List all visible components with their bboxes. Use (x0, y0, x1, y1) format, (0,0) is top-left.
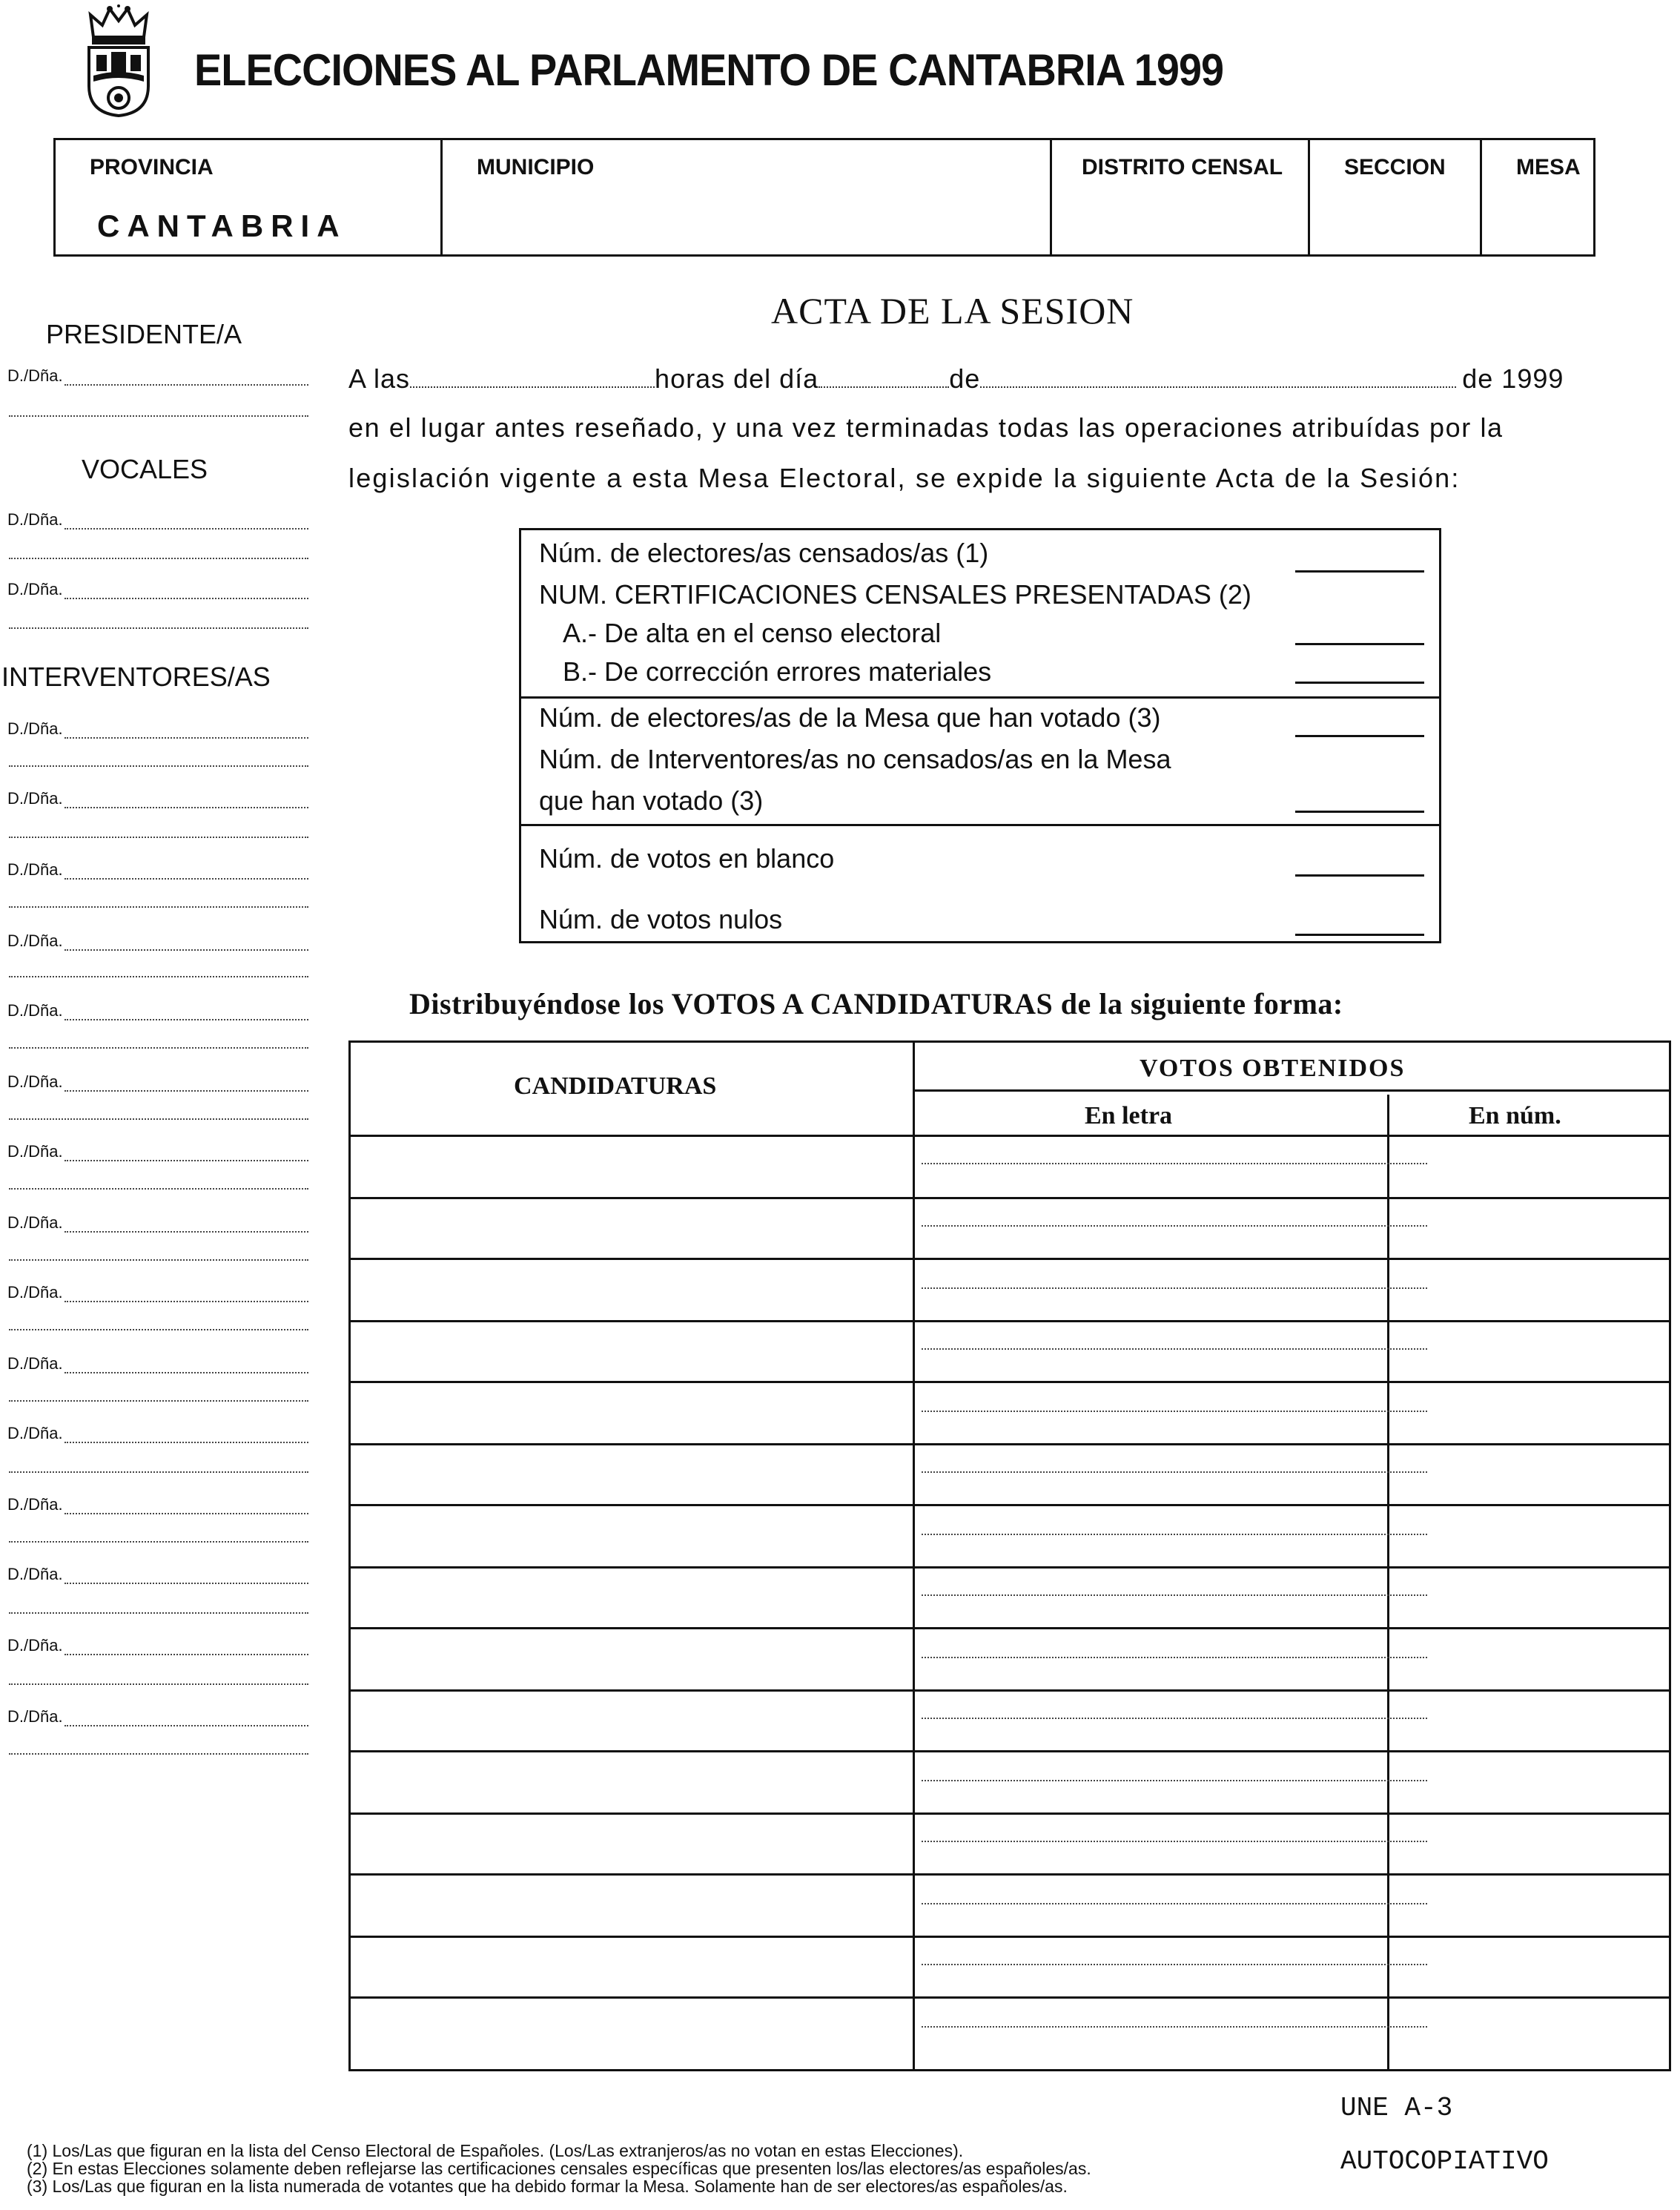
dotted-line (922, 1594, 1427, 1596)
distribution-heading: Distribuyéndose los VOTOS A CANDIDATURAS de la siguiente forma: (409, 987, 1343, 1020)
seccion-cell[interactable] (1310, 140, 1482, 254)
dona-prefix: D./Dña. (7, 580, 63, 598)
votos-obtenidos-header: VOTOS OBTENIDOS (1140, 1055, 1406, 1082)
votado-label: Núm. de electores/as de la Mesa que han votado (3) (539, 702, 1161, 733)
certificaciones-label: NUM. CERTIFICACIONES CENSALES PRESENTADAS (2) (539, 579, 1251, 610)
dotted-line (9, 765, 308, 767)
signature-row[interactable] (7, 1636, 308, 1655)
dona-prefix: D./Dña. (7, 1636, 63, 1655)
dia-field[interactable] (818, 386, 949, 388)
table-row[interactable] (351, 1320, 1669, 1322)
signature-row[interactable] (7, 719, 308, 739)
dotted-line (922, 1348, 1427, 1350)
signature-row[interactable] (7, 1283, 308, 1302)
acta-line-2: en el lugar antes reseñado, y una vez terminadas todas las operaciones atribuídas por la (348, 412, 1504, 443)
acta-a-las: A las (348, 363, 411, 394)
dotted-line (922, 1411, 1427, 1412)
signature-row[interactable] (7, 1001, 308, 1020)
dona-prefix: D./Dña. (7, 931, 63, 950)
dona-prefix: D./Dña. (7, 860, 63, 879)
signature-row[interactable] (7, 1142, 308, 1161)
dotted-line (9, 1753, 308, 1755)
dotted-line (922, 1780, 1427, 1781)
dotted-line (9, 1047, 308, 1049)
acta-title: ACTA DE LA SESION (771, 290, 1134, 332)
signature-row[interactable] (7, 860, 308, 880)
table-row[interactable] (351, 1443, 1669, 1445)
dotted-line (9, 1471, 308, 1473)
dotted-line (9, 1259, 308, 1261)
une-label: UNE A-3 (1340, 2093, 1453, 2123)
votado-blank[interactable] (1295, 735, 1424, 737)
table-row[interactable] (351, 1873, 1669, 1876)
municipio-label: MUNICIPIO (477, 155, 595, 179)
footnote-1: (1) Los/Las que figuran en la lista del Censo Electoral de Españoles. (Los/Las extranjeros/as no votan en estas Elecciones). (27, 2141, 964, 2160)
distrito-label: DISTRITO CENSAL (1082, 155, 1283, 179)
table-row[interactable] (351, 1996, 1669, 1999)
dona-prefix: D./Dña. (7, 1495, 63, 1514)
nulos-blank[interactable] (1295, 934, 1424, 936)
dona-prefix: D./Dña. (7, 1072, 63, 1091)
dona-prefix: D./Dña. (7, 1001, 63, 1020)
dotted-line (9, 1541, 308, 1543)
dotted-line (9, 837, 308, 838)
signature-row[interactable] (7, 1213, 308, 1233)
table-row[interactable] (351, 1750, 1669, 1752)
footnote-2: (2) En estas Elecciones solamente deben reflejarse las certificaciones censales específicas que presenten los/las electores/as españoles/as. (27, 2159, 1091, 2178)
dona-prefix: D./Dña. (7, 1565, 63, 1583)
dona-prefix: D./Dña. (7, 1142, 63, 1161)
footnote-3: (3) Los/Las que figuran en la lista numerada de votantes que ha debido formar la Mesa. Solamente han de ser electores/as españoles/as. (27, 2177, 1068, 2196)
dona-prefix: D./Dña. (7, 1707, 63, 1726)
alta-label: A.- De alta en el censo electoral (563, 618, 942, 648)
distrito-cell[interactable] (1052, 140, 1310, 254)
interventores-heading: INTERVENTORES/AS (1, 662, 271, 692)
table-row[interactable] (351, 1381, 1669, 1383)
dotted-line (922, 1287, 1427, 1289)
table-row[interactable] (351, 1197, 1669, 1199)
hora-field[interactable] (410, 386, 655, 388)
signature-row[interactable] (7, 931, 308, 951)
table-row[interactable] (351, 1689, 1669, 1692)
stats-separator (521, 824, 1439, 826)
signature-row[interactable] (7, 366, 308, 386)
en-letra-header: En letra (1085, 1102, 1173, 1129)
nulos-label: Núm. de votos nulos (539, 904, 783, 934)
votes-table (348, 1040, 1671, 2071)
mesa-cell[interactable] (1482, 140, 1593, 254)
table-row[interactable] (351, 1627, 1669, 1629)
dotted-line (922, 2026, 1427, 2028)
signature-row[interactable] (7, 1354, 308, 1373)
signature-row[interactable] (7, 580, 308, 599)
dotted-line (9, 415, 308, 417)
acta-de: de (949, 363, 981, 394)
signature-row[interactable] (7, 1565, 308, 1584)
censados-blank[interactable] (1295, 570, 1424, 573)
mesa-label: MESA (1516, 155, 1581, 179)
signature-row[interactable] (7, 510, 308, 530)
interventores-label-2: que han votado (3) (539, 785, 764, 816)
dotted-line (922, 1964, 1427, 1965)
dotted-line (9, 1118, 308, 1120)
stats-box (519, 528, 1441, 943)
acta-year: de 1999 (1462, 363, 1564, 394)
dona-prefix: D./Dña. (7, 1213, 63, 1232)
seccion-label: SECCION (1344, 155, 1446, 179)
alta-blank[interactable] (1295, 643, 1424, 645)
correccion-blank[interactable] (1295, 682, 1424, 684)
dotted-line (9, 1188, 308, 1190)
dotted-line (922, 1471, 1427, 1473)
dona-prefix: D./Dña. (7, 1354, 63, 1373)
dotted-line (9, 558, 308, 559)
signature-row[interactable] (7, 1424, 308, 1443)
signature-row[interactable] (7, 789, 308, 808)
dotted-line (9, 1329, 308, 1330)
en-num-header: En núm. (1469, 1102, 1561, 1129)
coat-of-arms-logo (83, 4, 154, 117)
location-table (53, 138, 1595, 257)
blanco-label: Núm. de votos en blanco (539, 843, 835, 874)
dotted-line (922, 1225, 1427, 1227)
provincia-cell (56, 140, 443, 254)
censados-label: Núm. de electores/as censados/as (1) (539, 538, 989, 568)
dona-prefix: D./Dña. (7, 1283, 63, 1302)
candidaturas-header: CANDIDATURAS (514, 1072, 717, 1100)
acta-horas-del-dia: horas del día (655, 363, 819, 394)
interventores-blank[interactable] (1295, 811, 1424, 813)
table-row[interactable] (351, 1936, 1669, 1938)
provincia-label: PROVINCIA (90, 155, 214, 179)
page-title: ELECCIONES AL PARLAMENTO DE CANTABRIA 1999 (194, 45, 1224, 95)
dotted-line (922, 1841, 1427, 1842)
dona-prefix: D./Dña. (7, 510, 63, 529)
signature-row[interactable] (7, 1495, 308, 1514)
table-row[interactable] (351, 1566, 1669, 1569)
dotted-line (9, 627, 308, 629)
dotted-line (9, 1612, 308, 1614)
dotted-line (9, 1400, 308, 1402)
mes-field[interactable] (980, 386, 1456, 388)
municipio-cell[interactable] (443, 140, 1052, 254)
dotted-line (9, 1683, 308, 1685)
table-row[interactable] (351, 1258, 1669, 1260)
dona-prefix: D./Dña. (7, 1424, 63, 1442)
dotted-line (922, 1718, 1427, 1719)
provincia-value: CANTABRIA (97, 208, 347, 243)
table-row[interactable] (351, 1504, 1669, 1506)
acta-line-1 (348, 363, 1661, 395)
column-divider (1387, 1095, 1389, 2069)
dotted-line (922, 1903, 1427, 1904)
acta-line-3: legislación vigente a esta Mesa Electoral, se expide la siguiente Acta de la Sesión: (348, 463, 1461, 493)
signature-row[interactable] (7, 1707, 308, 1726)
dotted-line (922, 1163, 1427, 1164)
interventores-label-1: Núm. de Interventores/as no censados/as en la Mesa (539, 744, 1171, 774)
dona-prefix: D./Dña. (7, 366, 63, 385)
signature-row[interactable] (7, 1072, 308, 1092)
dotted-line (922, 1657, 1427, 1658)
blanco-blank[interactable] (1295, 874, 1424, 877)
table-row[interactable] (351, 1812, 1669, 1815)
dona-prefix: D./Dña. (7, 719, 63, 738)
header-divider (913, 1089, 1669, 1092)
dotted-line (922, 1534, 1427, 1535)
table-row[interactable] (351, 1135, 1669, 1137)
dona-prefix: D./Dña. (7, 789, 63, 808)
correccion-label: B.- De corrección errores materiales (563, 656, 992, 687)
presidente-heading: PRESIDENTE/A (46, 319, 242, 349)
vocales-heading: VOCALES (82, 454, 208, 484)
autocopiativo-label: AUTOCOPIATIVO (1340, 2146, 1549, 2177)
stats-separator (521, 696, 1439, 699)
dotted-line (9, 976, 308, 977)
dotted-line (9, 906, 308, 908)
